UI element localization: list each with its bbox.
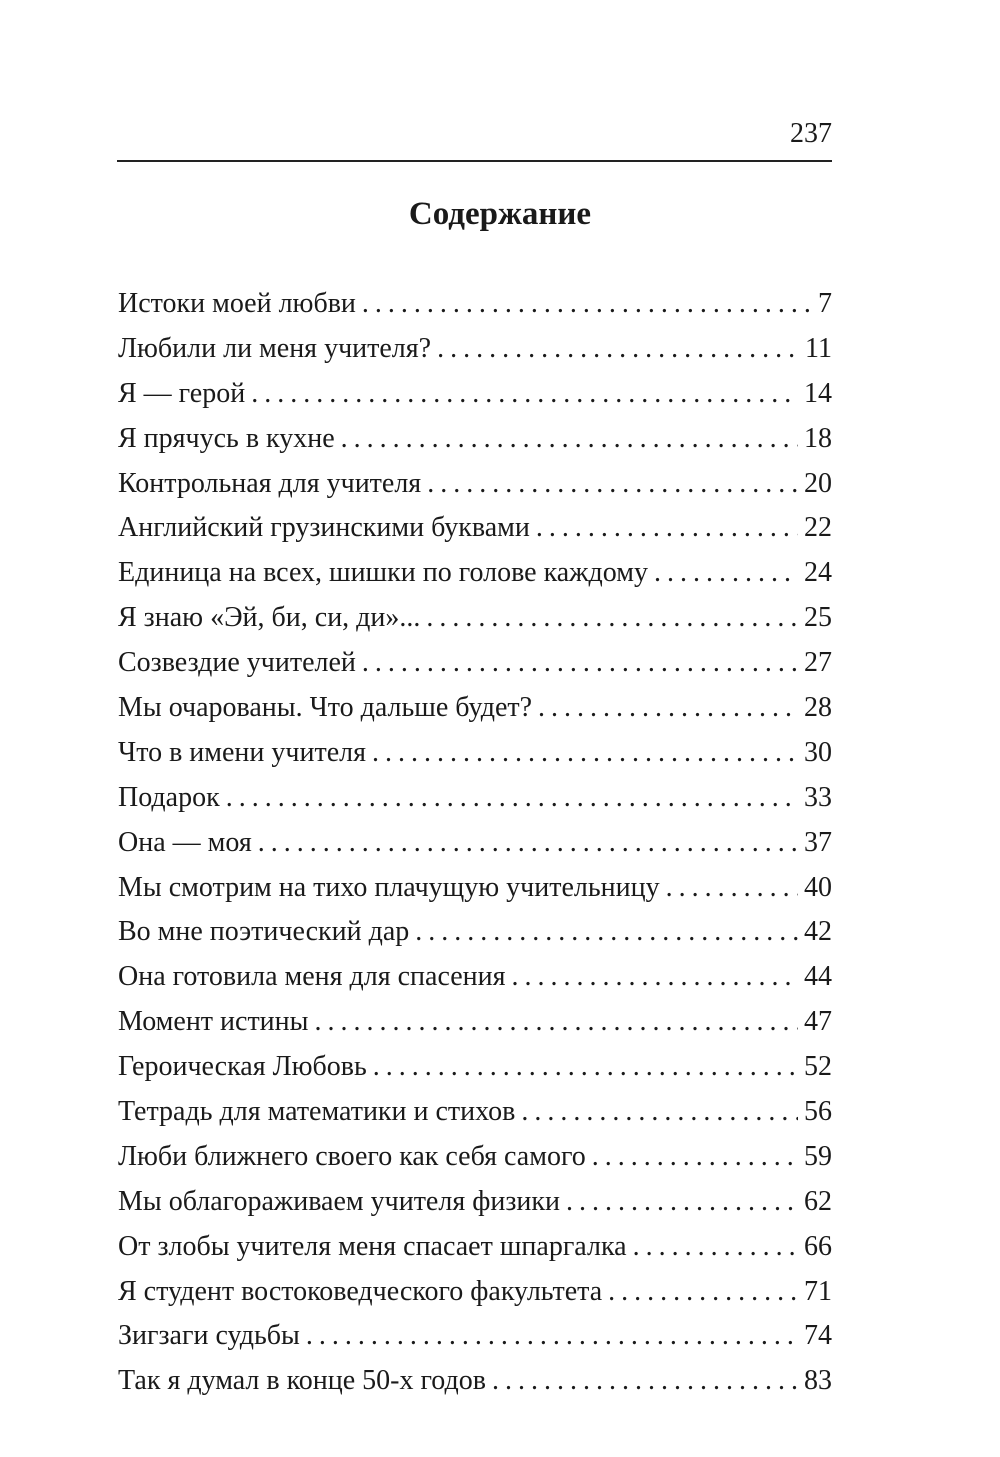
toc-entry — [118, 288, 832, 333]
toc-entry — [118, 961, 832, 1006]
toc-entry-page: 42 — [804, 916, 832, 948]
toc-entry-title: Я — герой — [118, 377, 246, 409]
toc-entry-title: Контрольная для учителя — [118, 467, 422, 499]
toc-entry-page: 28 — [804, 692, 832, 724]
dot-leader — [608, 1276, 798, 1308]
toc-entry-title: Любили ли меня учителя? — [118, 332, 432, 364]
dot-leader — [314, 1006, 798, 1038]
toc-entry-title: От злобы учителя меня спасает шпаргалка — [118, 1230, 627, 1262]
dot-leader — [415, 916, 798, 948]
toc-entry — [118, 423, 832, 468]
toc-entry-page: 18 — [804, 422, 832, 454]
dot-leader — [592, 1141, 798, 1173]
toc-entry-page: 52 — [804, 1051, 832, 1083]
toc-entry-title: Английский грузинскими буквами — [118, 512, 530, 544]
dot-leader — [666, 872, 798, 904]
toc-entry-page: 40 — [804, 871, 832, 903]
toc-entry-title: Момент истины — [118, 1006, 309, 1038]
toc-entry-title: Она готовила меня для спасения — [118, 961, 506, 993]
toc-entry-title: Созвездие учителей — [118, 647, 356, 679]
toc-entry — [118, 512, 832, 557]
toc-entry — [118, 1051, 832, 1096]
toc-entry — [118, 827, 832, 872]
dot-leader — [512, 961, 798, 993]
toc-entry — [118, 1365, 832, 1410]
toc-entry — [118, 647, 832, 692]
toc-entry — [118, 468, 832, 513]
toc-entry-page: 27 — [804, 647, 832, 679]
dot-leader — [362, 647, 798, 679]
dot-leader — [427, 468, 798, 500]
toc-entry-page: 71 — [804, 1275, 832, 1307]
toc-entry-page: 74 — [804, 1320, 832, 1352]
toc-entry-title: Во мне поэтический дар — [118, 916, 410, 948]
toc-entry-title: Мы очарованы. Что дальше будет? — [118, 692, 533, 724]
toc-entry-title: Так я думал в конце 50-х годов — [118, 1365, 486, 1397]
header-rule — [117, 160, 832, 162]
dot-leader — [251, 378, 798, 410]
toc-entry-page: 62 — [804, 1185, 832, 1217]
dot-leader — [362, 288, 812, 320]
toc-entry-page: 22 — [804, 512, 832, 544]
dot-leader — [521, 1096, 798, 1128]
toc-entry-title: Единица на всех, шишки по голове каждому — [118, 557, 648, 589]
dot-leader — [536, 512, 798, 544]
toc-entry-title: Зигзаги судьбы — [118, 1320, 300, 1352]
toc-entry — [118, 692, 832, 737]
toc-entry-title: Я знаю «Эй, би, си, ди»... — [118, 602, 421, 634]
toc-entry-title: Я студент востоковедческого факультета — [118, 1275, 603, 1307]
toc-entry — [118, 916, 832, 961]
toc-entry — [118, 378, 832, 423]
dot-leader — [226, 782, 798, 814]
dot-leader — [426, 602, 798, 634]
toc-entry — [118, 1006, 832, 1051]
toc-entry-title: Подарок — [118, 781, 220, 813]
dot-leader — [538, 692, 798, 724]
toc-entry — [118, 1320, 832, 1365]
dot-leader — [372, 737, 798, 769]
toc-entry — [118, 1186, 832, 1231]
toc-entry — [118, 1096, 832, 1141]
toc-entry-title: Люби ближнего своего как себя самого — [118, 1140, 586, 1172]
dot-leader — [437, 333, 799, 365]
toc-entry-page: 47 — [804, 1006, 832, 1038]
toc-entry-title: Героическая Любовь — [118, 1051, 367, 1083]
toc-entry-page: 44 — [804, 961, 832, 993]
toc-entry-title: Тетрадь для математики и стихов — [118, 1096, 516, 1128]
dot-leader — [492, 1365, 798, 1397]
toc-entry-title: Мы смотрим на тихо плачущую учительницу — [118, 871, 660, 903]
toc-entry-page: 33 — [804, 781, 832, 813]
toc-entry — [118, 782, 832, 827]
toc-entry-page: 59 — [804, 1140, 832, 1172]
toc-entry — [118, 872, 832, 917]
toc-entry-page: 7 — [818, 288, 832, 319]
toc-entry-page: 66 — [804, 1230, 832, 1262]
toc-entry — [118, 737, 832, 782]
toc-entry-page: 25 — [804, 602, 832, 634]
toc-entry-page: 20 — [804, 467, 832, 499]
toc-entry-title: Мы облагораживаем учителя физики — [118, 1185, 560, 1217]
dot-leader — [654, 557, 798, 589]
page-number: 237 — [790, 118, 832, 149]
toc-entry — [118, 602, 832, 647]
toc-entry-page: 83 — [804, 1365, 832, 1397]
toc-entry-page: 11 — [805, 332, 832, 364]
toc-entry — [118, 557, 832, 602]
page-title: Содержание — [408, 196, 592, 232]
toc-entry-title: Истоки моей любви — [118, 288, 356, 319]
table-of-contents — [118, 288, 832, 1410]
dot-leader — [566, 1186, 798, 1218]
toc-entry-page: 30 — [804, 736, 832, 768]
toc-entry — [118, 1141, 832, 1186]
toc-entry — [118, 1276, 832, 1321]
toc-entry — [118, 1231, 832, 1276]
dot-leader — [633, 1231, 798, 1263]
toc-entry-title: Она — моя — [118, 826, 252, 858]
dot-leader — [341, 423, 798, 455]
toc-entry-page: 24 — [804, 557, 832, 589]
toc-entry-title: Что в имени учителя — [118, 736, 366, 768]
toc-entry-page: 37 — [804, 826, 832, 858]
toc-entry-page: 14 — [804, 377, 832, 409]
dot-leader — [258, 827, 798, 859]
dot-leader — [373, 1051, 798, 1083]
dot-leader — [306, 1320, 798, 1352]
toc-entry-title: Я прячусь в кухне — [118, 422, 335, 454]
toc-entry-page: 56 — [804, 1096, 832, 1128]
toc-entry — [118, 333, 832, 378]
